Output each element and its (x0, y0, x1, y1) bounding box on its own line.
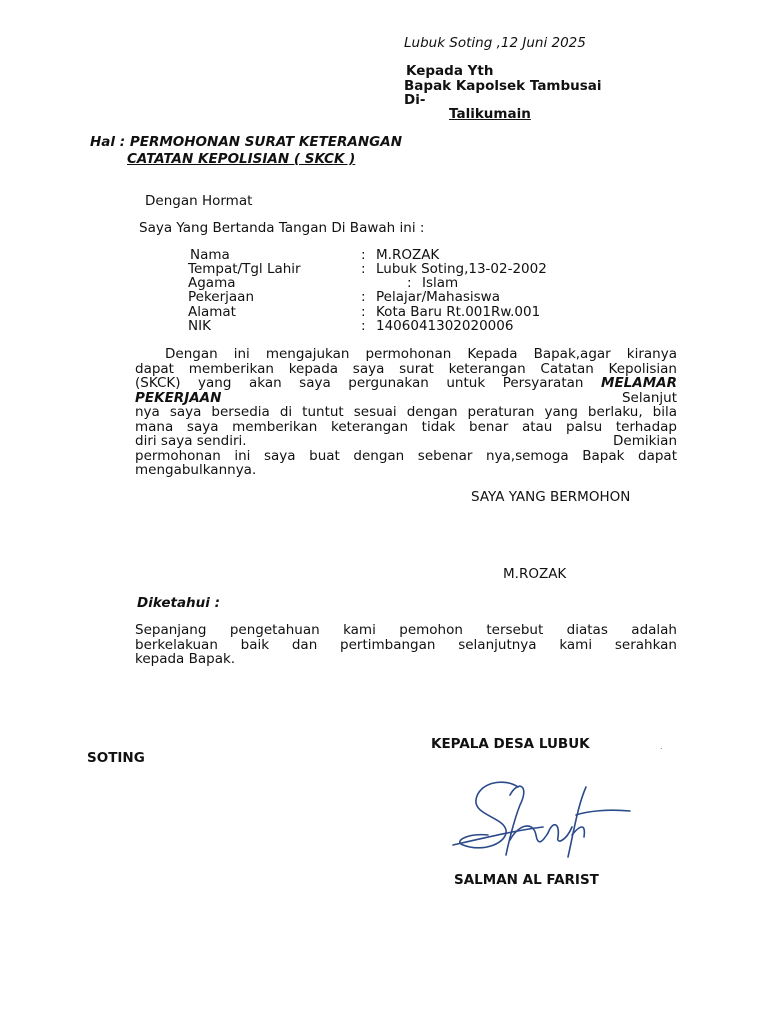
identity-value: 1406041302020006 (376, 318, 514, 334)
body-text: Demikian (613, 433, 677, 449)
identity-label: Nama (190, 247, 230, 263)
ack-line: kepada Bapak. (135, 651, 236, 667)
official-title: KEPALA DESA LUBUK (431, 736, 590, 752)
identity-colon: : (361, 304, 366, 320)
greeting: Dengan Hormat (145, 193, 253, 209)
body-text: Selanjut (621, 389, 677, 406)
identity-label: NIK (188, 318, 211, 334)
stray-dot: . (660, 742, 663, 751)
body-line: mana saya memberikan keterangan tidak benar atau palsu terhadap (135, 418, 677, 435)
ack-line: berkelakuan baik dan pertimbangan selanjutnya kami serahkan (135, 636, 677, 653)
purpose-emphasis: PEKERJAAN (135, 389, 222, 406)
identity-colon: : (361, 318, 366, 334)
identity-value: Islam (422, 275, 459, 291)
identity-label: Pekerjaan (188, 289, 255, 305)
official-title-continued: SOTING (87, 750, 145, 766)
ack-line: Sepanjang pengetahuan kami pemohon tersebut diatas adalah (135, 622, 677, 638)
body-line: Dengan ini mengajukan permohonan Kepada Bapak,agar kiranya (165, 346, 677, 362)
identity-value: Kota Baru Rt.001Rw.001 (376, 304, 541, 320)
acknowledgement-paragraph (135, 623, 677, 667)
signature-strokes (453, 782, 630, 857)
identity-colon: : (361, 247, 366, 263)
identity-value: Lubuk Soting,13-02-2002 (376, 261, 547, 277)
body-line: mengabulkannya. (135, 462, 257, 478)
body-line (135, 376, 677, 391)
intro-line: Saya Yang Bertanda Tangan Di Bawah ini : (139, 220, 425, 236)
recipient-line-2: Bapak Kapolsek Tambusai (404, 78, 602, 94)
body-text: diri saya sendiri. (135, 433, 247, 449)
body-line: permohonan ini saya buat dengan sebenar nya,semoga Bapak dapat (135, 447, 677, 464)
acknowledged-label: Diketahui : (137, 595, 220, 611)
place-date: Lubuk Soting ,12 Juni 2025 (404, 35, 586, 51)
identity-label: Agama (188, 275, 236, 291)
body-line (135, 434, 677, 449)
body-line: nya saya bersedia di tuntut sesuai dengan peraturan yang berlaku, bila (135, 404, 677, 420)
recipient-line-4: Talikumain (449, 106, 531, 122)
identity-value: Pelajar/Mahasiswa (376, 289, 500, 305)
request-paragraph (135, 347, 677, 478)
body-text: (SKCK) yang akan saya pergunakan untuk Persyaratan (135, 375, 584, 391)
identity-label: Alamat (188, 304, 236, 320)
official-name: SALMAN AL FARIST (454, 872, 599, 888)
purpose-emphasis: MELAMAR (601, 375, 677, 391)
recipient-line-3: Di- (404, 92, 426, 108)
identity-colon: : (361, 261, 366, 277)
identity-colon: : (361, 289, 366, 305)
identity-value: M.ROZAK (376, 247, 440, 263)
identity-label: Tempat/Tgl Lahir (188, 261, 301, 277)
subject-line-1: Hal : PERMOHONAN SURAT KETERANGAN (90, 134, 403, 150)
applicant-name: M.ROZAK (503, 566, 567, 582)
subject-line-2: CATATAN KEPOLISIAN ( SKCK ) (127, 151, 356, 167)
recipient-line-1: Kepada Yth (406, 63, 494, 79)
signature-image (448, 775, 638, 865)
closing-label: SAYA YANG BERMOHON (471, 489, 631, 505)
identity-colon: : (407, 275, 412, 291)
body-line (135, 391, 677, 406)
body-line: dapat memberikan kepada saya surat keterangan Catatan Kepolisian (135, 360, 677, 377)
